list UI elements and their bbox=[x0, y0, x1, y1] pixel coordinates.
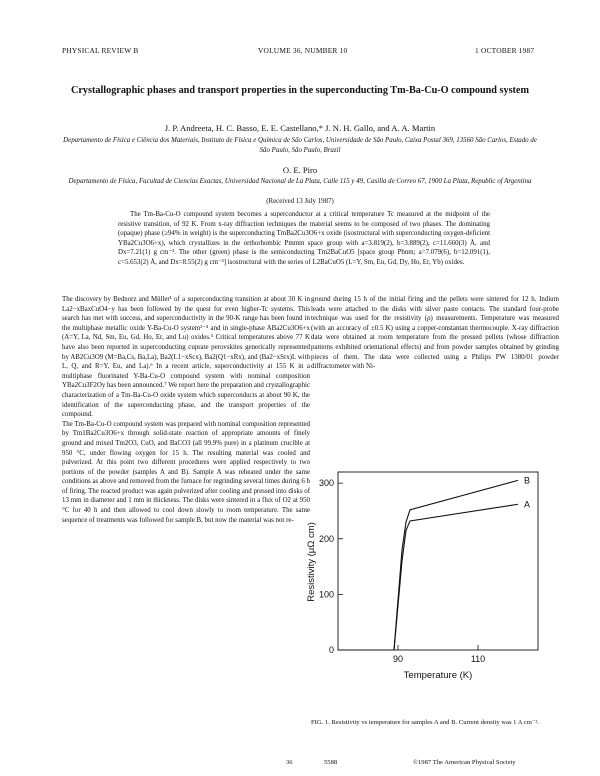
plot-frame bbox=[338, 472, 538, 650]
received-date: (Received 13 July 1987) bbox=[266, 198, 334, 205]
body-column-right: ground during 15 h of the initial firing and the pellets were sintered for 12 h. Indium leads were attached to the disks with silver paste contacts. The standard four-probe technique was used for the resistivity (ρ) measurements. Temperature was measured (with an accuracy of ±0.5 K) using a copper-constantan thermocouple. X-ray diffraction data were obtained at room temperature from the pressed pellets (whose diffraction patterns exhibited orientational effects) and from powder samples obtained by grinding pieces of them. The data were collected using a Philips PW 1380/01 powder diffractometer with Ni- bbox=[311, 296, 559, 371]
paper-title: Crystallographic phases and transport properties in the superconducting Tm-Ba-Cu-O compound system bbox=[71, 85, 529, 96]
figure-caption: FIG. 1. Resistivity vs temperature for samples A and B. Current density was 1 A cm⁻². bbox=[311, 719, 539, 726]
series-label-b: B bbox=[524, 475, 531, 486]
journal-name: PHYSICAL REVIEW B bbox=[62, 46, 139, 55]
body-column-left: The discovery by Bednorz and Müller¹ of a superconducting transition at about 30 K in La2−xBaxCuO4−y has been followed by the quest for even higher-Tc systems. This search has met with success, and superconductivity in the 90-K range has been found in the multiphase metallic oxide Y-Ba-Cu-O system²⁻⁴ and in single-phase ABa2Cu3O6+x (A=Y, La, Nd, Sm, Eu, Gd, Ho, Er, and Lu) oxides.⁵ Critical temperatures above 77 K have also been reported in superconducting cuprate perovskites generically represented by AB2Cu3O9 (M=Ba,Cs, Ba,La), Ba2(L1−xScx), Ba2(Q1−xRx), and (Ba2−xSrx)L with L, Q, and R=Y, Eu, and La).⁶ In a recent article, superconductivity at 155 K in a multiphase fluorinated Y-Ba-Cu-O compound system with nominal composition YBa2Cu3F2Oy has been announced.⁷ We report here the preparation and crystallographic characterization of a Tm-Ba-Cu-O oxide system which superconducts at about 90 K, the identification of the superconducting phase, and the transport properties of the compound. The Tm-Ba-Cu-O compound system was prepared with nominal composition represented by Tm1Ba2Cu3O6+x through solid-state reaction of appropriate amounts of finely ground and mixed Tm2O3, CuO, and BaCO3 (all 99.9% pure) in a platinum crucible at 950 °C, under flowing oxygen for 15 h. The resulting material was cooled and pulverized. At this point two different procedures were applied respectively to two portions of the powder (samples A and B). Sample A was reheated under the same conditions as above and removed from the furnace for regrinding several times during 6 h of firing. The reacted product was again pulverized after cooling and pressed into disks of 13 mm in diameter and 1 mm in thickness. The disks were sintered in a flux of O2 at 950 °C for 40 h and then allowed to cool down slowly to room temperature. The same sequence of treatments was followed for sample B, but now the material was not re- bbox=[62, 296, 310, 524]
y-tick-label: 200 bbox=[318, 533, 334, 544]
page-marker: 36 bbox=[286, 759, 293, 766]
abstract: The Tm-Ba-Cu-O compound system becomes a superconductor at a critical temperature Tc measured at the midpoint of the resistive transition, of 92 K. From x-ray diffraction techniques the material seems to be composed of two phases. The dominating (opaque) phase (≥94% in weight) is the superconducting TmBa2Cu3O6+x oxide (isostructural with superconducting oxygen-deficient YBa2Cu3O6+x), which crystallizes in the orthorhombic Pmmm space group with a=3.819(2), b=3.889(2), c=11.660(3) Å, and Dx=7.21(1) g cm⁻³. The other (green) phase is the semiconducting Tm2BaCuO5 [space group Pbnm; a=7.079(6), b=12.091(1), c=5.653(2) Å, and Dx=8.55(2) g cm⁻³] isostructural with the series of L2BaCuO5 (L=Y, Sm, Eu, Gd, Dy, Ho, Er, Yb) oxides. bbox=[118, 211, 490, 266]
issue-date: 1 OCTOBER 1987 bbox=[475, 46, 535, 55]
affiliation-2: Departamento de Física, Facultad de Ciencias Exactas, Universidad Nacional de La Plata, Calle 115 y 49, Casilla de Correo 67, 1900 La Plata, Republic of Argentina bbox=[68, 178, 532, 185]
y-tick-label: 300 bbox=[318, 478, 334, 489]
x-tick-label: 90 bbox=[392, 654, 404, 664]
page-number: 5588 bbox=[324, 759, 338, 766]
affiliation-1: Departamento de Física e Ciência dos Materiais, Instituto de Física e Química de São Carlos, Universidade de São Paulo, Caixa Postal 369, 13560 São Carlos, Estado de São Paulo, São Paulo, Brazil bbox=[63, 137, 537, 154]
volume-number: VOLUME 36, NUMBER 10 bbox=[258, 46, 348, 55]
series-line-a bbox=[338, 504, 518, 650]
author-list-1: J. P. Andreeta, H. C. Basso, E. E. Castellano,* J. N. H. Gallo, and A. A. Martin bbox=[164, 123, 436, 133]
series-line-b bbox=[338, 480, 518, 650]
series-label-a: A bbox=[524, 499, 531, 510]
resistivity-chart bbox=[300, 452, 550, 682]
x-axis-label: Temperature (K) bbox=[403, 670, 473, 681]
x-tick-label: 110 bbox=[470, 654, 486, 664]
y-tick-label: 100 bbox=[318, 589, 334, 600]
y-tick-label: 0 bbox=[328, 645, 334, 655]
y-axis-label: Resistivity (μΩ cm) bbox=[306, 522, 317, 602]
copyright: ©1987 The American Physical Society bbox=[413, 759, 516, 766]
author-list-2: O. E. Piro bbox=[282, 165, 318, 175]
